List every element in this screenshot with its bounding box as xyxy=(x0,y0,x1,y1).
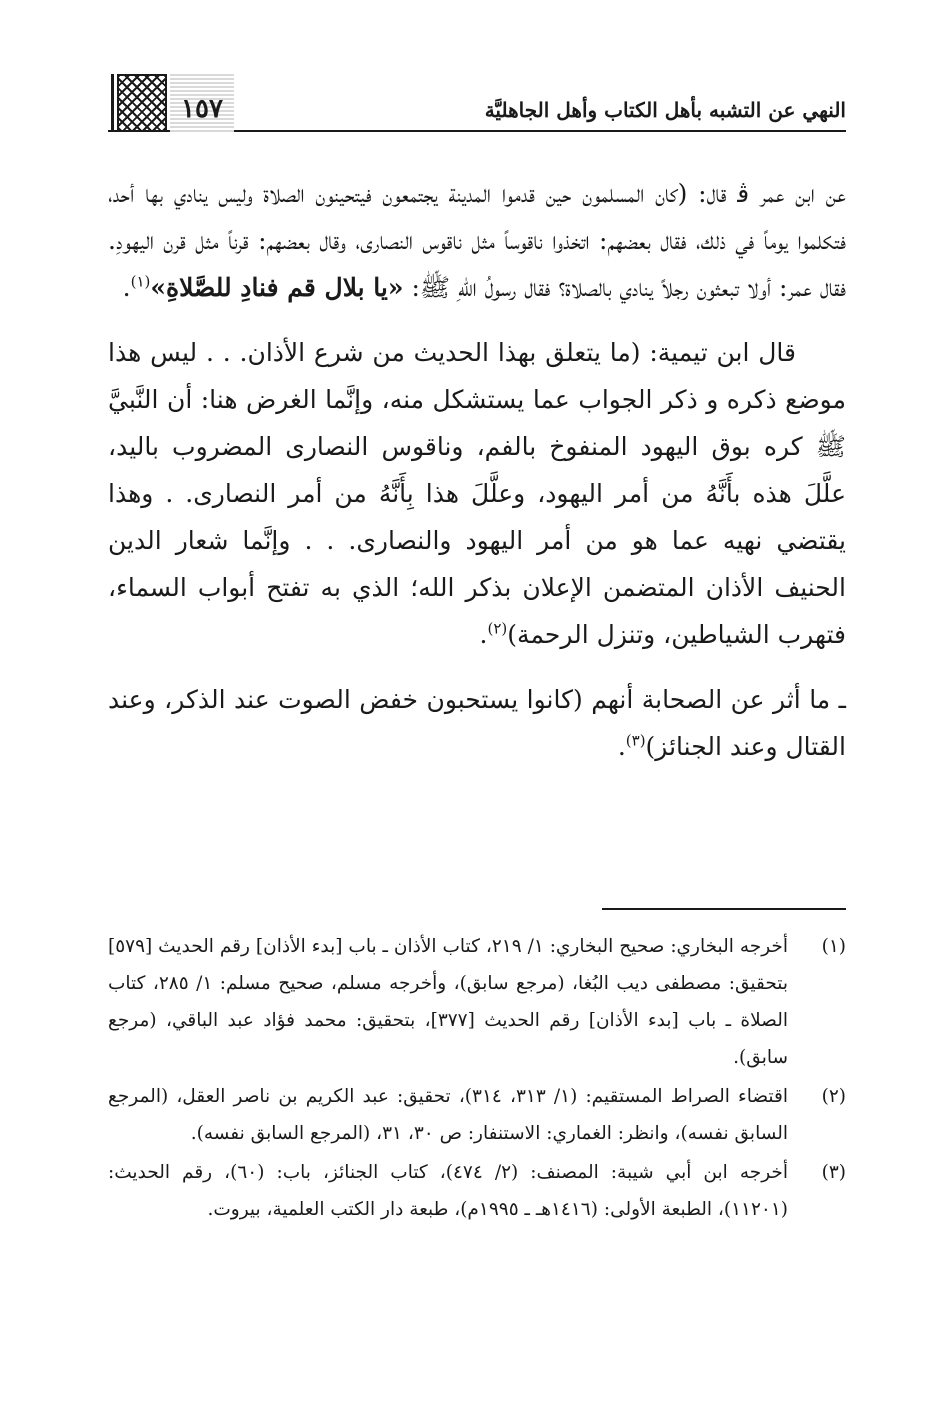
footnote-ref-3[interactable]: (٣) xyxy=(625,731,646,750)
footnote-3 xyxy=(108,1154,846,1228)
paragraph-3 xyxy=(108,676,846,770)
paragraph-end: . xyxy=(122,273,131,302)
footnote-text: أخرجه ابن أبي شيبة: المصنف: (٢/ ٤٧٤)، كتاب الجنائز، باب: (٦٠)، رقم الحديث: (١١٢٠١)، الطبعة الأولى: (١٤١٦هـ ـ ١٩٩٥م)، طبعة دار الكتب العلمية، بيروت. xyxy=(108,1162,788,1220)
header-divider xyxy=(111,74,114,132)
footnote-number: (١) xyxy=(821,936,846,957)
paragraph-text: ـ ما أثر عن الصحابة أنهم (كانوا يستحبون خفض الصوت عند الذكر، وعند القتال وعند الجنائز) xyxy=(108,685,846,761)
footnote-1 xyxy=(108,928,846,1076)
paragraph-text: قال ابن تيمية: (ما يتعلق بهذا الحديث من شرع الأذان. . . ليس هذا موضع ذكره و ذكر الجواب عما يستشكل منه، وإنَّما الغرض هنا: أن النَّبيَّ ﷺ كره بوق اليهود المنفوخ بالفم، وناقوس النصارى المضروب باليد، علَّلَ هذه بأَنَّهُ من أمر اليهود، وعلَّلَ هذا بِأَنَّهُ من أمر النصارى. . وهذا يقتضي نهيه عما هو من أمر اليهود والنصارى. . . وإنَّما شعار الدين الحنيف الأذان المتضمن الإعلان بذكر الله؛ الذي به تفتح أبواب السماء، فتهرب الشياطين، وتنزل الرحمة) xyxy=(108,338,846,649)
footnote-number: (٣) xyxy=(821,1162,846,1183)
footnote-ref-1[interactable]: (١) xyxy=(130,272,151,291)
paragraph-end: . xyxy=(479,620,488,649)
paragraph-end: . xyxy=(617,732,626,761)
footnotes xyxy=(108,928,846,1230)
footnote-separator xyxy=(602,908,846,910)
footnote-number: (٢) xyxy=(821,1086,846,1107)
ornament-icon xyxy=(117,74,167,132)
footnote-2 xyxy=(108,1078,846,1152)
main-text xyxy=(108,170,846,788)
footnote-text: اقتضاء الصراط المستقيم: (١/ ٣١٣، ٣١٤)، تحقيق: عبد الكريم بن ناصر العقل، (المرجع السابق نفسه)، وانظر: الغماري: الاستنفار: ص ٣٠، ٣١، (المرجع السابق نفسه). xyxy=(108,1086,788,1144)
page-number: ١٥٧ xyxy=(170,74,234,132)
hadith-quote: «يا بلال قم فنادِ للصَّلاةِ» xyxy=(150,273,404,302)
footnote-text: أخرجه البخاري: صحيح البخاري: ١/ ٢١٩، كتاب الأذان ـ باب [بدء الأذان] رقم الحديث [٥٧٩] بتحقيق: مصطفى ديب البُغا، (مرجع سابق)، وأخرجه مسلم، صحيح مسلم: ١/ ٢٨٥، كتاب الصلاة ـ باب [بدء الأذان] رقم الحديث [٣٧٧]، بتحقيق: محمد فؤاد عبد الباقي، (مرجع سابق). xyxy=(108,936,788,1068)
footnote-ref-2[interactable]: (٢) xyxy=(487,619,508,638)
page-number-box xyxy=(108,74,234,132)
page-header xyxy=(108,70,846,132)
paragraph-1 xyxy=(108,170,846,311)
paragraph-2 xyxy=(108,329,846,658)
paragraph-text: عن ابن عمر ﭬ قال: (كان المسلمون حين قدموا المدينة يجتمعون فيتحينون الصلاة وليس ينادي بها أحد، فتكلموا يوماً في ذلك، فقال بعضهم: اتخذوا ناقوساً مثل ناقوس النصارى، وقال بعضهم: قرناً مثل قرن اليهودِ. فقال عمر: أولا تبعثون رجلاً ينادي بالصلاة؟ فقال رسولُ اللهِ ﷺ: xyxy=(108,179,846,302)
running-title: النهي عن التشبه بأهل الكتاب وأهل الجاهليَّة xyxy=(484,98,846,122)
